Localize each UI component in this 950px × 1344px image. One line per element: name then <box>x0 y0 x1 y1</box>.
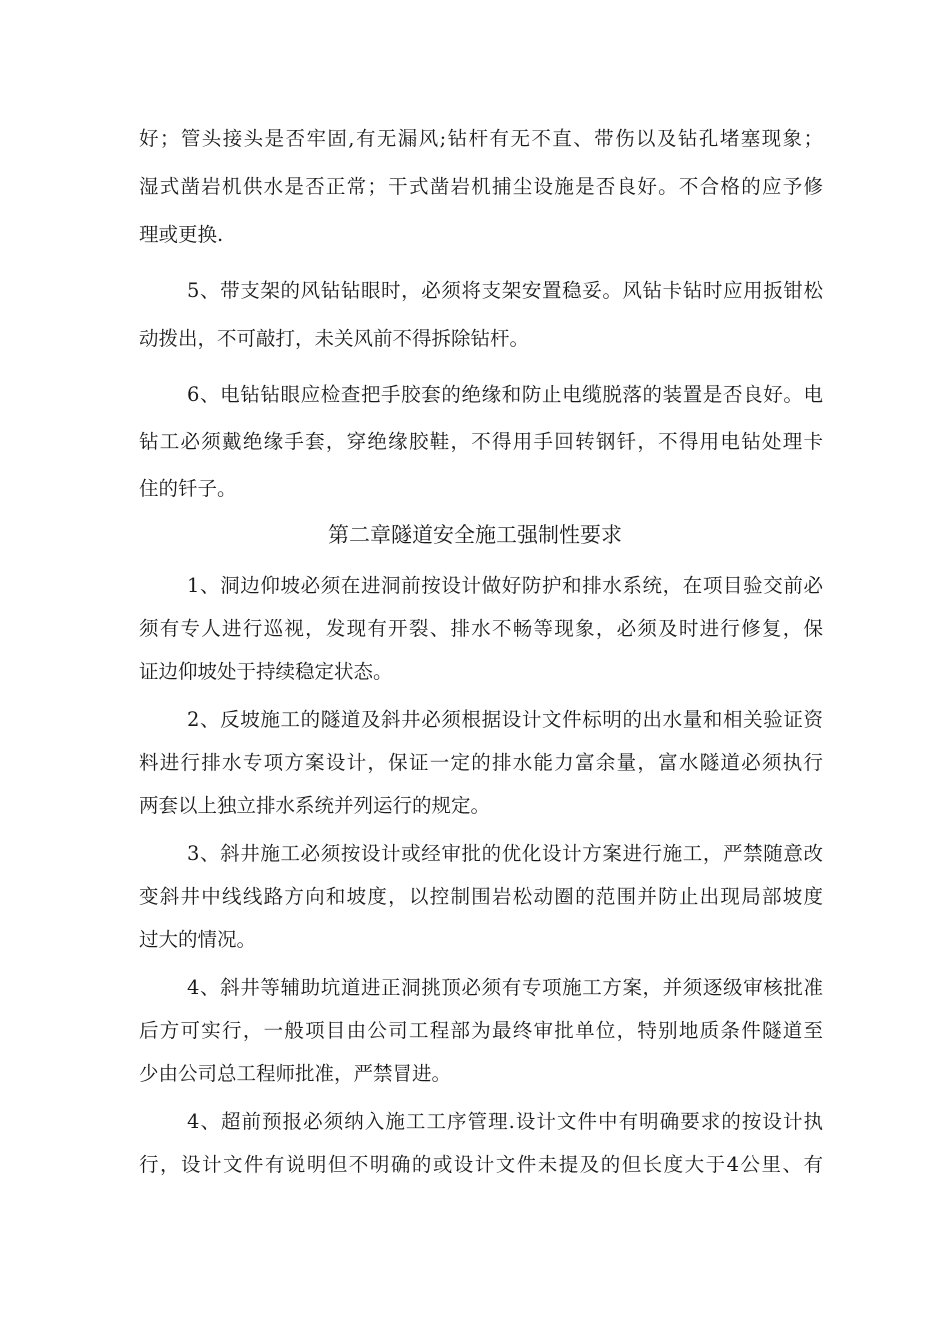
chapter-item-line: 行，设计文件有说明但不明确的或设计文件未提及的但长度大于4公里、有 <box>139 1153 823 1176</box>
item-6-line: 住的钎子。 <box>139 477 237 500</box>
paragraph-line: 好；管头接头是否牢固,有无漏风;钻杆有无不直、带伤以及钻孔堵塞现象； <box>139 127 823 150</box>
chapter-item-line: 两套以上独立排水系统并列运行的规定。 <box>139 794 491 817</box>
chapter-item-line: 3、斜井施工必须按设计或经审批的优化设计方案进行施工，严禁随意改 <box>187 842 823 865</box>
chapter-item-line: 2、反坡施工的隧道及斜井必须根据设计文件标明的出水量和相关验证资 <box>187 708 823 731</box>
chapter-item-line: 少由公司总工程师批准，严禁冒进。 <box>139 1062 452 1085</box>
item-6-line: 6、电钻钻眼应检查把手胶套的绝缘和防止电缆脱落的装置是否良好。电 <box>187 383 823 406</box>
chapter-title: 第二章隧道安全施工强制性要求 <box>328 523 622 547</box>
chapter-item-line: 1、洞边仰坡必须在进洞前按设计做好防护和排水系统，在项目验交前必 <box>187 574 823 597</box>
chapter-item-line: 须有专人进行巡视，发现有开裂、排水不畅等现象，必须及时进行修复，保 <box>139 617 823 640</box>
paragraph-line: 理或更换. <box>139 223 224 246</box>
chapter-item-line: 证边仰坡处于持续稳定状态。 <box>139 660 393 683</box>
paragraph-line: 湿式凿岩机供水是否正常；干式凿岩机捕尘设施是否良好。不合格的应予修 <box>139 175 823 198</box>
item-6-line: 钻工必须戴绝缘手套，穿绝缘胶鞋，不得用手回转钢钎，不得用电钻处理卡 <box>139 430 823 453</box>
chapter-item-line: 过大的情况。 <box>139 928 257 951</box>
item-5-line: 5、带支架的风钻钻眼时，必须将支架安置稳妥。风钻卡钻时应用扳钳松 <box>187 279 823 302</box>
chapter-item-line: 后方可实行，一般项目由公司工程部为最终审批单位，特别地质条件隧道至 <box>139 1019 823 1042</box>
chapter-item-line: 4、斜井等辅助坑道进正洞挑顶必须有专项施工方案，并须逐级审核批准 <box>187 976 823 999</box>
item-5-line: 动拨出，不可敲打，未关风前不得拆除钻杆。 <box>139 327 530 350</box>
chapter-item-line: 4、超前预报必须纳入施工工序管理.设计文件中有明确要求的按设计执 <box>187 1110 823 1133</box>
chapter-item-line: 变斜井中线线路方向和坡度，以控制围岩松动圈的范围并防止出现局部坡度 <box>139 885 823 908</box>
chapter-item-line: 料进行排水专项方案设计，保证一定的排水能力富余量，富水隧道必须执行 <box>139 751 823 774</box>
